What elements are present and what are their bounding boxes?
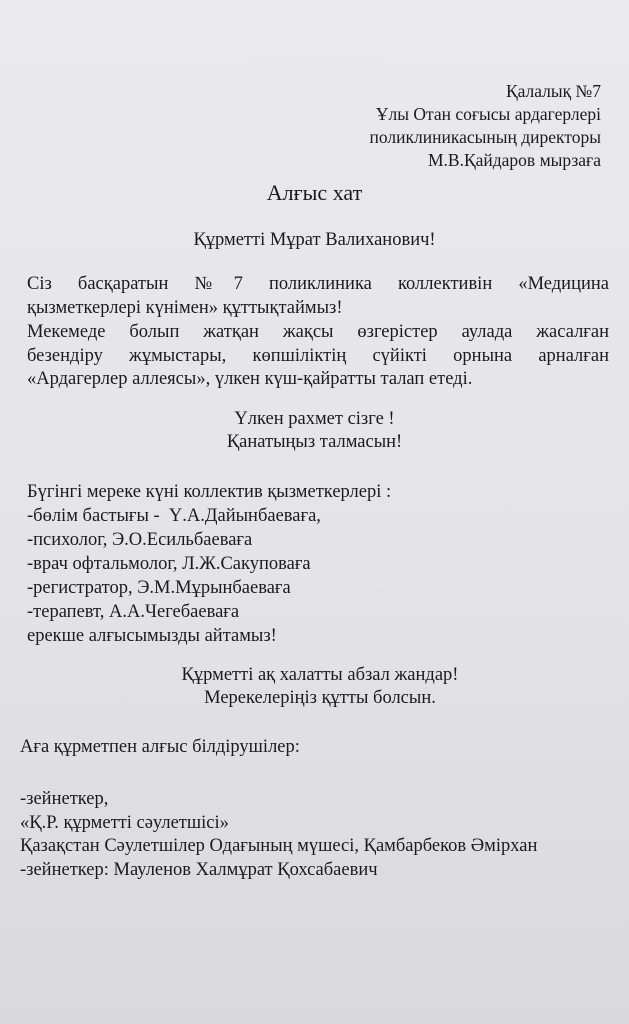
signer-line: -зейнеткер, [20, 789, 109, 809]
paragraph-line: Сіз басқаратын №7 поликлиника коллективін «Медицина [27, 274, 609, 294]
staff-list [27, 480, 617, 648]
list-item: -врач офтальмолог, Л.Ж.Сакуповаға [27, 554, 311, 574]
paragraph-line: безендіру жұмыстары, көпшіліктің сүйікті орнына арналған [27, 345, 609, 366]
addressee-line: поликлиникасының директоры [369, 127, 601, 147]
paragraph-improvements [27, 321, 609, 392]
signoff: Аға құрметпен алғыс білдірушілер: [20, 737, 300, 757]
thanks-line: Үлкен рахмет сізге ! [234, 409, 395, 429]
addressee-block [370, 80, 601, 172]
paragraph-line: «Ардагерлер аллеясы», үлкен күш-қайратты талап етеді. [27, 369, 473, 389]
list-item: -бөлім бастығы - Ү.А.Дайынбаеваға, [27, 506, 321, 526]
addressee-line: М.В.Қайдаров мырзаға [427, 150, 601, 170]
list-item: -регистратор, Э.М.Мұрынбаеваға [27, 578, 291, 598]
letter-title: Алғыс хат [266, 180, 363, 205]
list-item: -психолог, Э.О.Есильбаеваға [27, 530, 253, 550]
staff-intro: Бүгінгі мереке күні коллектив қызметкерлері : [27, 482, 392, 502]
salutation: Құрметті Мұрат Валиханович! [193, 230, 436, 250]
addressee-line: Қалалық №7 [505, 81, 601, 101]
signer-line: «Қ.Р. құрметті сәулетшісі» [20, 812, 229, 833]
closing-line: Мерекелеріңіз құтты болсын. [204, 688, 436, 708]
signer-line: -зейнеткер: Мауленов Халмұрат Қохсабаевич [20, 859, 378, 880]
closing-block [0, 664, 629, 710]
paragraph-line: Мекемеде болып жатқан жақсы өзгерістер аулада жасалған [27, 322, 609, 342]
addressee-line: Ұлы Отан соғысы ардагерлері [375, 104, 601, 124]
paragraph-line: қызметкерлері күнімен» құттықтаймыз! [27, 297, 343, 318]
thanks-line: Қанатыңыз талмасын! [226, 432, 403, 452]
list-item: -терапевт, А.А.Чегебаеваға [27, 602, 240, 622]
closing-line: Құрметті ақ халатты абзал жандар! [181, 665, 459, 685]
signer-line: Қазақстан Сәулетшілер Одағының мүшесі, Қамбарбеков Әмірхан [20, 836, 538, 856]
thanks-block [0, 408, 629, 454]
signers-block [20, 788, 620, 882]
staff-outro: ерекше алғысымызды айтамыз! [27, 626, 277, 646]
paragraph-congratulation [27, 273, 609, 320]
